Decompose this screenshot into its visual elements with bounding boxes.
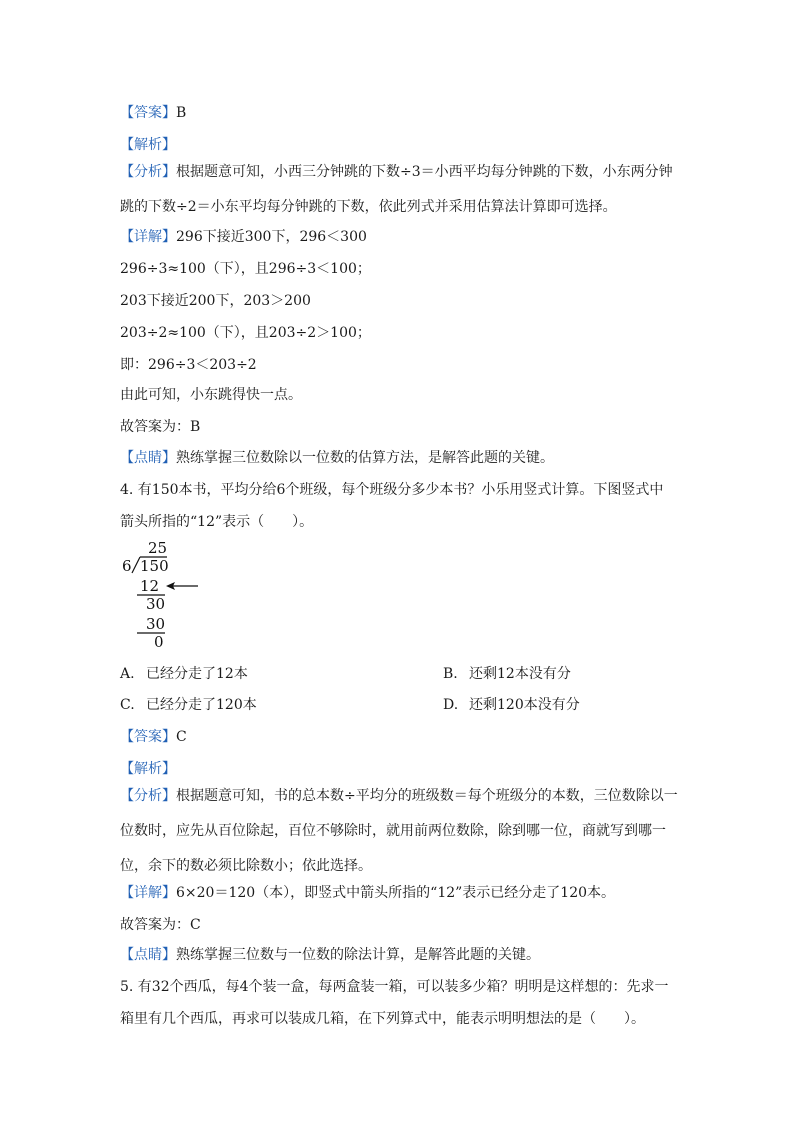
- q3-answer: [120, 104, 683, 122]
- option-c: [120, 696, 257, 714]
- q3-xiangjie-line-5: 由此可知，小东跳得快一点。: [120, 387, 302, 403]
- xiangjie-text: 296下接近300下，296＜300: [176, 229, 367, 245]
- dividend: 150: [140, 557, 169, 575]
- option-a: [120, 665, 248, 683]
- dianjing-tag: 【点睛】: [120, 947, 176, 963]
- long-division-figure: [115, 538, 215, 650]
- subtract-step-2: 30: [146, 615, 166, 633]
- q4-dianjing: [120, 946, 683, 964]
- analysis-tag: 【解析】: [120, 137, 176, 153]
- divisor: 6: [122, 557, 132, 575]
- q4-analysis-heading: [120, 760, 683, 778]
- quotient: 25: [148, 539, 168, 557]
- q3-xiangjie-line-3: 203÷2≈100（下），且203÷2＞100；: [120, 325, 371, 341]
- q3-xiangjie-line-0: [120, 228, 683, 246]
- xiangjie-tag: 【详解】: [120, 229, 176, 245]
- q4-final-answer: 故答案为：C: [120, 917, 201, 933]
- option-letter: B.: [443, 666, 458, 682]
- dianjing-tag: 【点睛】: [120, 450, 176, 466]
- option-text: 还剩120本没有分: [469, 697, 580, 713]
- q5-stem-line-2: 箱里有几个西瓜，再求可以装成几箱，在下列算式中，能表示明明想法的是（ ）。: [120, 1011, 645, 1027]
- fenxi-text: 根据题意可知，书的总本数÷平均分的班级数＝每个班级分的本数，三位数除以一位数时，应先从百位除起，百位不够除时，就用前两位数除，除到哪一位，商就写到哪一位，余下的数必须比除数小；依此选择。: [120, 788, 678, 874]
- q4-stem-line-1: 4. 有150本书，平均分给6个班级，每个班级分多少本书？小乐用竖式计算。下图竖式中: [120, 482, 664, 498]
- option-d: [443, 696, 580, 714]
- q3-xiangjie-line-1: 296÷3≈100（下），且296÷3＜100；: [120, 261, 371, 277]
- option-letter: D.: [443, 697, 459, 713]
- q3-analysis-heading: [120, 136, 683, 154]
- q4-stem-line-2: 箭头所指的“12”表示（ ）。: [120, 514, 314, 530]
- answer-value: C: [176, 729, 187, 745]
- q4-answer: [120, 728, 683, 746]
- fenxi-text: 根据题意可知，小西三分钟跳的下数÷3＝小西平均每分钟跳的下数，小东两分钟跳的下数÷2＝小东平均每分钟跳的下数，依此列式并采用估算法计算即可选择。: [120, 164, 673, 215]
- division-bracket: [132, 557, 140, 573]
- option-text: 已经分走了12本: [146, 666, 248, 682]
- q4-fenxi: [120, 779, 683, 884]
- xiangjie-tag: 【详解】: [120, 885, 176, 901]
- q3-fenxi: [120, 155, 683, 225]
- option-text: 还剩12本没有分: [469, 666, 571, 682]
- q3-xiangjie-line-2: 203下接近200下，203＞200: [120, 293, 311, 309]
- q4-xiangjie: [120, 884, 683, 902]
- subtract-step-1: 12: [140, 577, 160, 595]
- analysis-tag: 【解析】: [120, 761, 176, 777]
- q3-final-answer: 故答案为：B: [120, 419, 201, 435]
- answer-value: B: [176, 105, 187, 121]
- fenxi-tag: 【分析】: [120, 164, 176, 180]
- answer-tag: 【答案】: [120, 105, 176, 121]
- option-letter: C.: [120, 697, 135, 713]
- q3-dianjing: [120, 449, 683, 467]
- xiangjie-text: 6×20＝120（本），即竖式中箭头所指的“12”表示已经分走了120本。: [176, 885, 616, 901]
- dianjing-text: 熟练掌握三位数与一位数的除法计算，是解答此题的关键。: [176, 947, 540, 963]
- q5-stem-line-1: 5. 有32个西瓜，每4个装一盒，每两盒装一箱，可以装多少箱？明明是这样想的：先求一: [120, 979, 669, 995]
- partial-dividend: 30: [146, 595, 166, 613]
- answer-tag: 【答案】: [120, 729, 176, 745]
- q3-xiangjie-line-4: 即：296÷3＜203÷2: [120, 357, 257, 373]
- option-letter: A.: [120, 666, 135, 682]
- fenxi-tag: 【分析】: [120, 788, 176, 804]
- option-b: [443, 665, 571, 683]
- option-text: 已经分走了120本: [146, 697, 257, 713]
- remainder: 0: [154, 633, 164, 650]
- dianjing-text: 熟练掌握三位数除以一位数的估算方法，是解答此题的关键。: [176, 450, 554, 466]
